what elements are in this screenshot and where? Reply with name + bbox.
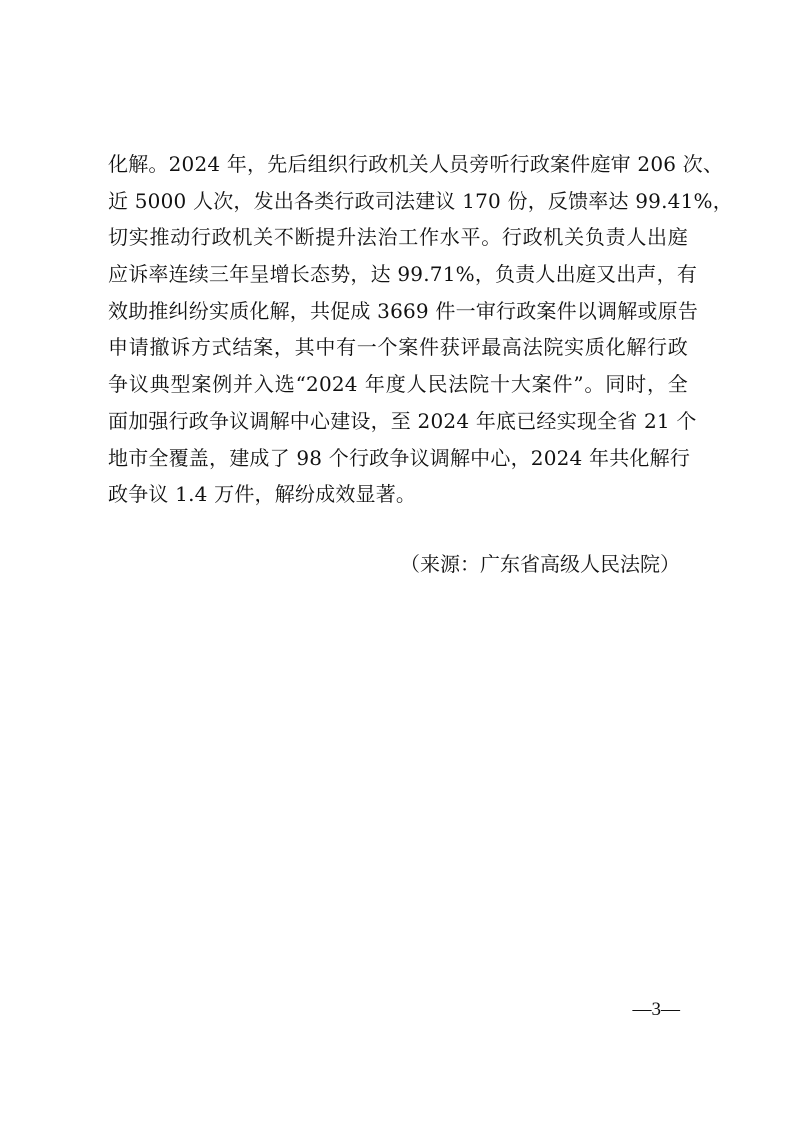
paragraph-line-6: 申请撤诉方式结案，其中有一个案件获评最高法院实质化解行政	[108, 335, 688, 360]
paragraph-line-9: 地市全覆盖，建成了 98 个行政争议调解中心，2024 年共化解行	[108, 445, 691, 470]
paragraph-line-8: 面加强行政争议调解中心建设，至 2024 年底已经实现全省 21 个	[108, 408, 697, 433]
paragraph-line-5: 效助推纠纷实质化解，共促成 3669 件一审行政案件以调解或原告	[108, 298, 699, 323]
paragraph-line-1: 化解。2024 年，先后组织行政机关人员旁听行政案件庭审 206 次、	[108, 152, 724, 176]
paragraph-line-4: 应诉率连续三年呈增长态势，达 99.71%，负责人出庭又出声，有	[108, 262, 698, 287]
body-paragraph	[108, 146, 733, 513]
paragraph-line-7: 争议典型案例并入选“2024 年度人民法院十大案件”。同时，全	[108, 372, 688, 397]
paragraph-line-10: 政争议 1.4 万件，解纷成效显著。	[108, 482, 417, 507]
paragraph-line-2: 近 5000 人次，发出各类行政司法建议 170 份，反馈率达 99.41%，	[108, 188, 733, 213]
source-attribution: （来源：广东省高级人民法院）	[400, 552, 680, 576]
paragraph-line-3: 切实推动行政机关不断提升法治工作水平。行政机关负责人出庭	[108, 225, 688, 250]
page-number: —3—	[632, 999, 680, 1020]
